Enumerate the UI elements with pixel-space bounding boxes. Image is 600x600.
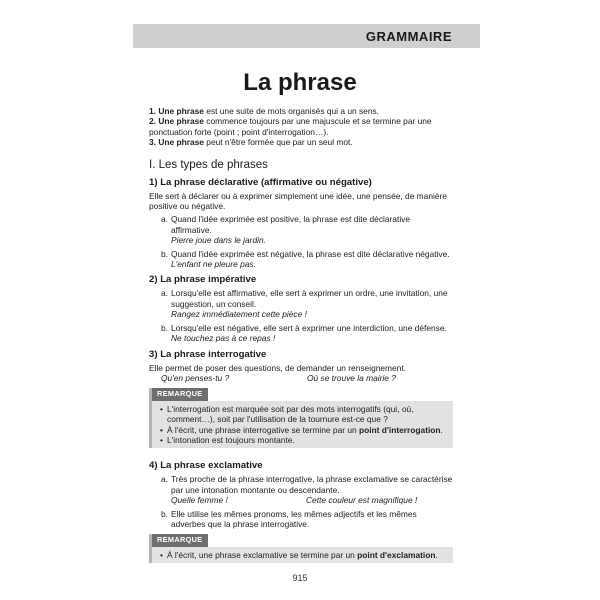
item-letter: b. [161,322,168,333]
remark-list [159,550,447,560]
subsection-heading-interrogative: 3) La phrase interrogative [149,348,267,360]
intro-bold: Une phrase [158,106,204,116]
declarative-intro: Elle sert à déclarer ou à exprimer simplement une idée, une pensée, de manière positive ou négative. [149,190,447,212]
intro-list [149,106,453,148]
section-header-bar [133,24,480,48]
remark-item [167,425,447,435]
page-number: 915 [292,573,308,583]
item-letter: b. [161,508,168,519]
list-item [161,509,453,530]
example-text: Rangez immédiatement cette pièce ! [171,309,307,320]
imperative-items [161,288,453,343]
interrogative-examples [149,373,453,383]
intro-num: 2. [149,116,156,127]
intro-bold: Une phrase [158,116,204,127]
declarative-items [161,214,453,269]
remark-list [159,404,447,446]
remark-label: REMARQUE [152,388,208,400]
remark-bold: point d'exclamation [357,549,436,560]
item-text: Quand l'idée exprimée est négative, la phrase est dite déclarative négative. [171,248,450,259]
remark-item [167,550,447,560]
list-item [161,323,453,344]
remark-text: À l'écrit, une phrase exclamative se termine par un [167,549,358,560]
page-content [149,106,453,565]
intro-item [149,106,453,116]
remark-item: • L'interrogation est marquée soit par des mots interrogatifs (qui, où, comment…), soit par l'utilisation de la tournure est-ce que ? [167,404,447,425]
exclamative-examples [171,495,453,505]
remark-box [149,388,453,448]
section-label: GRAMMAIRE [365,29,452,44]
item-text: Lorsqu'elle est affirmative, elle sert à exprimer un ordre, une invitation, une suggestion, un conseil. [171,288,448,309]
interrogative-intro: Elle permet de poser des questions, de demander un renseignement. [149,362,406,373]
item-letter: b. [161,248,168,259]
remark-label: REMARQUE [152,534,208,546]
list-item [161,249,453,270]
item-letter: a. [161,474,168,485]
subsection-heading-imperative: 2) La phrase impérative [149,274,257,286]
intro-item [149,116,453,137]
example-text: Pierre joue dans le jardin. [171,235,266,246]
item-letter: a. [161,214,168,225]
list-item [161,288,453,319]
section-heading: I. Les types de phrases [149,158,268,171]
intro-text: est une suite de mots organisés qui a un sens. [203,106,380,116]
subsection-heading-declarative: 1) La phrase déclarative (affirmative ou négative) [149,176,372,188]
remark-item: • L'intonation est toujours montante. [167,435,447,445]
example-text: Qu'en penses-tu ? [161,372,230,383]
remark-text: À l'écrit, une phrase interrogative se termine par un [167,424,359,435]
exclamative-items [161,474,453,529]
item-letter: a. [161,288,168,299]
intro-text: commence toujours par une majuscule et se termine par une ponctuation forte (point ; point d'interrogation…). [149,116,432,137]
intro-num: 1. [149,106,156,116]
example-text: Cette couleur est magnifique ! [306,495,418,506]
remark-box [149,534,453,563]
intro-bold: Une phrase [158,137,204,148]
remark-bold: point d'interrogation [359,424,441,435]
item-text: Très proche de la phrase interrogative, la phrase exclamative se caractérise par une intonation montante ou descendante. [171,474,453,495]
item-text: Quand l'idée exprimée est positive, la phrase est dite déclarative affirmative. [171,214,411,235]
remark-end: . [440,424,443,435]
list-item [161,214,453,245]
item-text: Elle utilise les mêmes pronoms, les mêmes adjectifs et les mêmes adverbes que la phrase interrogative. [171,508,417,529]
example-text: Ne touchez pas à ce repas ! [171,333,276,344]
example-text: Où se trouve la mairie ? [307,372,396,383]
remark-content [152,401,453,449]
intro-item [149,137,453,147]
remark-content [152,547,453,563]
remark-end: . [435,549,438,560]
example-text: Quelle femme ! [171,495,228,506]
page-title: La phrase [243,69,357,96]
intro-num: 3. [149,137,156,148]
example-text: L'enfant ne pleure pas. [171,259,256,270]
item-text: Lorsqu'elle est négative, elle sert à exprimer une interdiction, une défense. [171,322,447,333]
intro-text: peut n'être formée que par un seul mot. [203,137,353,148]
list-item [161,474,453,505]
subsection-heading-exclamative: 4) La phrase exclamative [149,460,263,472]
